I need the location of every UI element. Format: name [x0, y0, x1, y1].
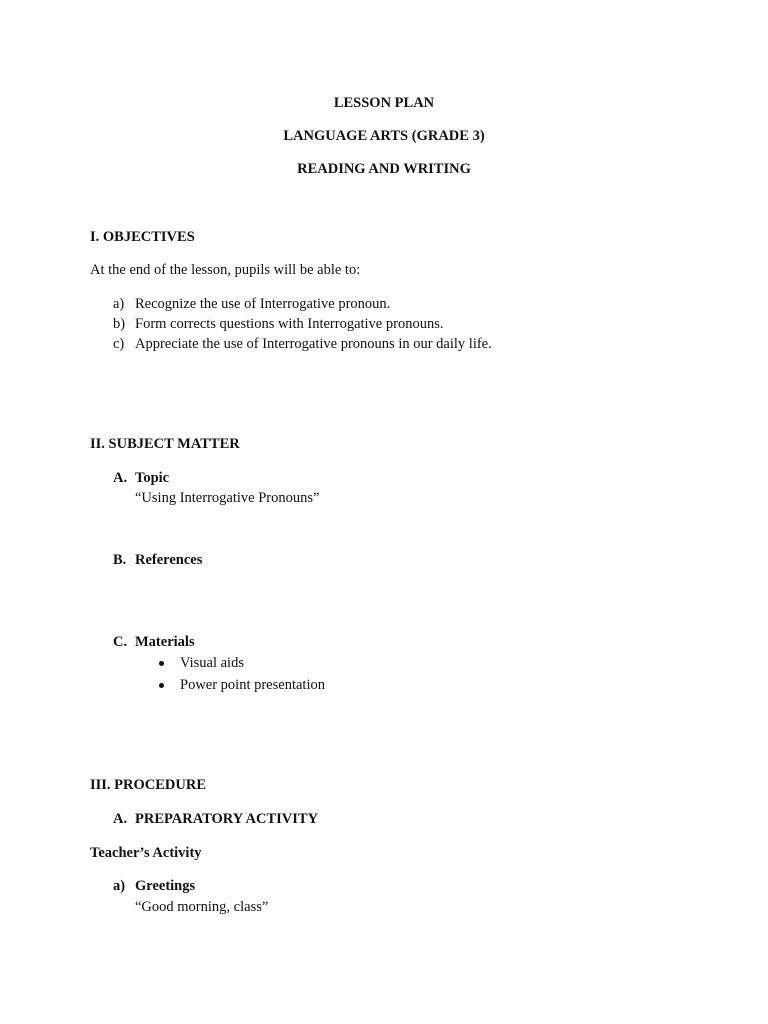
bullet-icon: [159, 683, 164, 688]
subject-matter-heading: II. SUBJECT MATTER: [90, 436, 240, 452]
materials-label: Materials: [135, 634, 195, 650]
greetings-label: Greetings: [135, 878, 196, 894]
document-title: LESSON PLAN: [333, 95, 435, 111]
topic-label: Topic: [135, 470, 170, 486]
teacher-activity-heading: Teacher’s Activity: [90, 845, 202, 861]
materials-marker: C.: [113, 634, 128, 650]
objective-marker: c): [113, 336, 125, 352]
objectives-heading: I. OBJECTIVES: [90, 229, 195, 245]
references-marker: B.: [113, 552, 127, 568]
material-item: Power point presentation: [180, 677, 325, 693]
procedure-heading: III. PROCEDURE: [90, 777, 207, 793]
objective-text: Form corrects questions with Interrogative pronouns.: [135, 316, 444, 332]
document-subject: LANGUAGE ARTS (GRADE 3): [283, 128, 485, 144]
preparatory-marker: A.: [113, 811, 128, 827]
objectives-intro: At the end of the lesson, pupils will be able to:: [90, 262, 361, 278]
greetings-value: “Good morning, class”: [135, 899, 269, 915]
objective-marker: a): [113, 296, 125, 312]
references-label: References: [135, 552, 203, 568]
bullet-icon: [159, 661, 164, 666]
objective-marker: b): [113, 316, 126, 332]
topic-marker: A.: [113, 470, 128, 486]
preparatory-label: PREPARATORY ACTIVITY: [135, 811, 319, 827]
topic-value: “Using Interrogative Pronouns”: [135, 490, 320, 506]
objective-text: Appreciate the use of Interrogative pronouns in our daily life.: [135, 336, 492, 352]
document-focus: READING AND WRITING: [297, 161, 471, 177]
material-item: Visual aids: [180, 655, 244, 671]
greetings-marker: a): [113, 878, 126, 894]
objective-text: Recognize the use of Interrogative pronoun.: [135, 296, 391, 312]
